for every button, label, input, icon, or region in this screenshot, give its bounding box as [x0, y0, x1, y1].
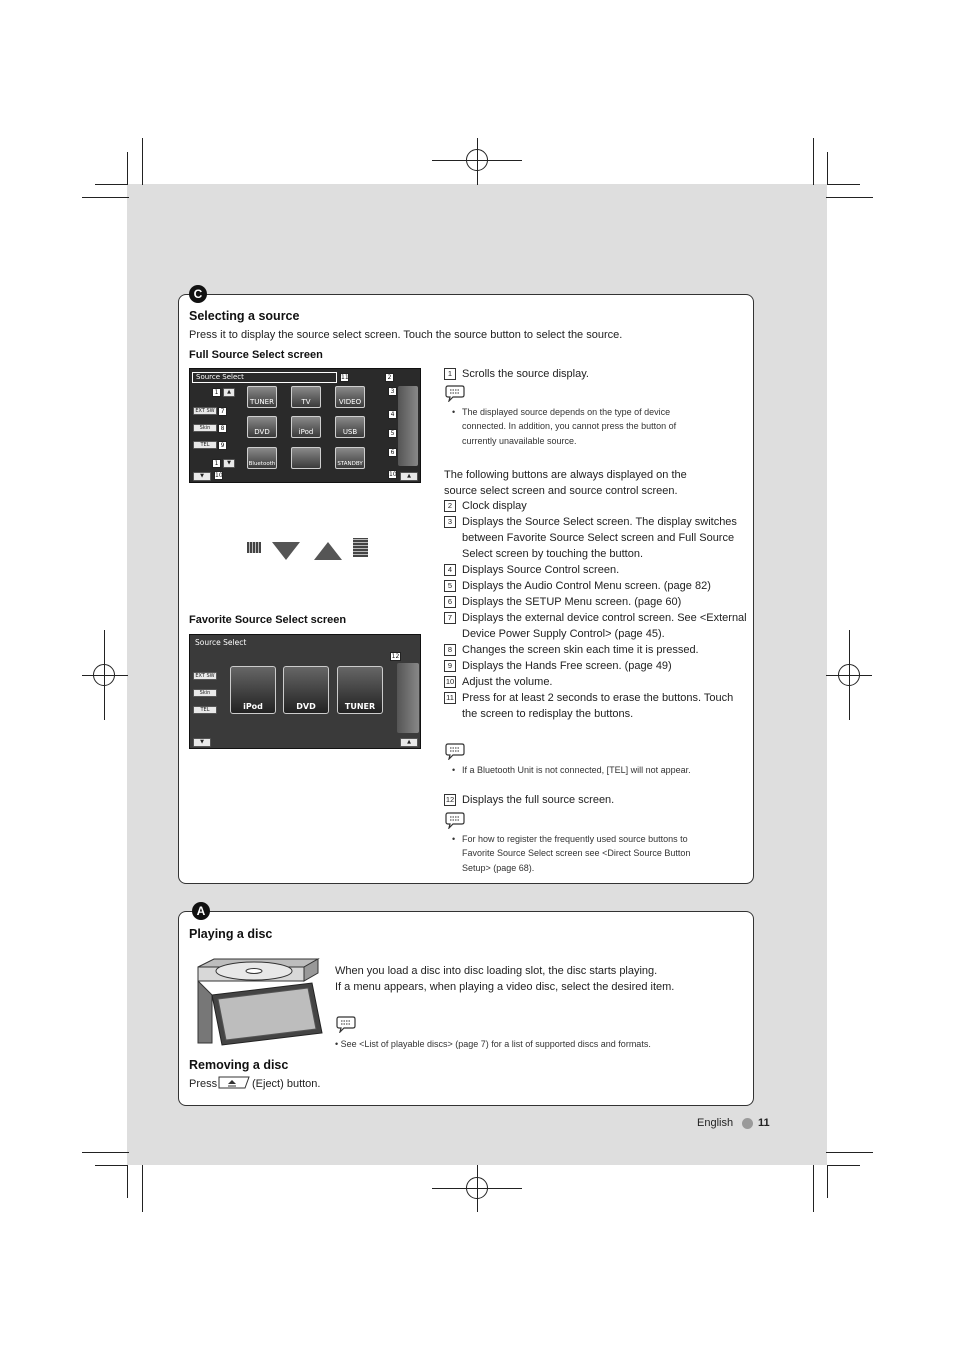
item-text: Displays the Audio Control Menu screen. (page 82) — [462, 580, 711, 592]
item-text: Changes the screen skin each time it is pressed. — [462, 644, 699, 656]
item-number: 6 — [444, 596, 456, 608]
item-text: Press for at least 2 seconds to erase the buttons. Touch the screen to redisplay the buttons. — [462, 692, 734, 720]
note-text: The displayed source depends on the type of device connected. In addition, you cannot press the button of currently unavailable source. — [462, 407, 677, 446]
ipod-button[interactable]: iPod — [291, 416, 321, 438]
tuner-tile[interactable]: TUNER — [337, 666, 383, 714]
volume-down-key[interactable]: ▼ — [193, 472, 211, 481]
always-displayed-intro: The following buttons are always displayed on the source select screen and source control screen. — [444, 469, 687, 497]
tel-key[interactable]: TEL — [193, 441, 217, 449]
eject-icon — [218, 1076, 250, 1089]
bullet: • — [452, 765, 456, 775]
favorite-screen-caption: Favorite Source Select screen — [189, 614, 347, 626]
side-control-strip[interactable] — [397, 663, 419, 733]
section-title: Selecting a source — [189, 309, 300, 323]
callout-4: 4 — [388, 410, 397, 419]
callout-5: 5 — [388, 429, 397, 438]
dvd-button[interactable]: DVD — [247, 416, 277, 438]
list-item — [444, 610, 749, 642]
full-source-select-screen — [189, 368, 421, 483]
ext-sw-key[interactable]: EXT SW — [193, 407, 217, 415]
item-number: 3 — [444, 516, 456, 528]
volume-down-key[interactable]: ▼ — [193, 738, 211, 747]
callout-9: 9 — [218, 441, 227, 450]
item-text: Adjust the volume. — [462, 676, 553, 688]
note-icon — [444, 384, 466, 402]
note-text: For how to register the frequently used source buttons to Favorite Source Select screen see <Direct Source Button Setup> (page 68). — [462, 834, 691, 873]
list-item — [444, 642, 749, 658]
scroll-down-icon[interactable]: ▼ — [223, 459, 235, 468]
item-number: 2 — [444, 500, 456, 512]
skin-key[interactable]: Skin — [193, 689, 217, 697]
dvd-tile[interactable]: DVD — [283, 666, 329, 714]
callout-10b: 10 — [389, 471, 397, 478]
list-item — [444, 514, 749, 562]
list-item: 12 Displays the full source screen. — [445, 794, 615, 806]
scroll-up-icon[interactable]: ▲ — [223, 388, 235, 397]
bluetooth-button[interactable]: Bluetooth — [247, 447, 277, 469]
item-number: 8 — [444, 644, 456, 656]
ext-sw-key[interactable]: EXT SW — [193, 672, 217, 680]
callout-1b: 1 — [212, 459, 221, 468]
callout-8: 8 — [218, 424, 227, 433]
ipod-tile[interactable]: iPod — [230, 666, 276, 714]
scroll-arrows-illustration — [244, 536, 374, 566]
list-item — [444, 498, 749, 514]
item-number: 7 — [444, 612, 456, 624]
item-number: 10 — [445, 677, 455, 686]
standby-button[interactable]: STANDBY — [335, 447, 365, 469]
disc-unit-illustration — [194, 955, 326, 1047]
source-list-icon — [247, 542, 261, 553]
item-text: Clock display — [462, 500, 527, 512]
press-label: Press — [189, 1078, 218, 1090]
side-control-strip[interactable] — [398, 386, 418, 466]
callout-10: 10 — [215, 472, 223, 479]
section-intro: Press it to display the source select screen. Touch the source button to select the source. — [189, 329, 623, 341]
usb-button[interactable]: USB — [335, 416, 365, 438]
list-item — [444, 674, 749, 690]
volume-up-key[interactable]: ▲ — [400, 472, 418, 481]
item-text: Displays Source Control screen. — [462, 564, 620, 576]
note-text: If a Bluetooth Unit is not connected, [TEL] will not appear. — [462, 765, 691, 775]
list-item — [444, 578, 749, 594]
volume-up-key[interactable]: ▲ — [400, 738, 418, 747]
footer-language: English — [697, 1117, 734, 1129]
bullet: • — [452, 834, 456, 844]
list-item — [444, 562, 749, 578]
note-icon — [335, 1015, 357, 1033]
footer-dot — [742, 1118, 753, 1129]
item-number: 5 — [444, 580, 456, 592]
item-text: Displays the external device control screen. See <External Device Power Supply Control> (page 45). — [462, 612, 747, 640]
list-item: 1 Scrolls the source display. — [444, 366, 749, 382]
callout-1: 1 — [212, 388, 221, 397]
item-number: 9 — [444, 660, 456, 672]
callout-12: 12 — [391, 653, 400, 660]
scroll-down-icon — [271, 541, 301, 561]
section-badge-c: C — [189, 285, 207, 303]
tv-button[interactable]: TV — [291, 386, 321, 408]
source-grid-icon — [353, 538, 368, 557]
eject-label: (Eject) button. — [252, 1078, 321, 1090]
item-text: Displays the Source Select screen. The display switches between Favorite Source Select screen and Full Source Select screen by touching the button. — [462, 516, 737, 560]
callout-2: 2 — [385, 373, 394, 382]
note-icon — [444, 742, 466, 760]
callout-7: 7 — [218, 407, 227, 416]
section-badge-a: A — [192, 902, 210, 920]
screen-header: Source Select — [195, 638, 247, 647]
item-number: 4 — [444, 564, 456, 576]
scroll-up-icon — [313, 541, 343, 561]
playable-discs-note: • See <List of playable discs> (page 7) for a list of supported discs and formats. — [335, 1039, 651, 1049]
callout-6: 6 — [388, 448, 397, 457]
favorite-source-select-screen — [189, 634, 421, 749]
tuner-button[interactable]: TUNER — [247, 386, 277, 408]
screen-header: Source Select — [192, 372, 337, 383]
playing-disc-title: Playing a disc — [189, 927, 273, 941]
callout-3: 3 — [388, 387, 397, 396]
bullet: • — [452, 407, 456, 417]
list-item — [444, 690, 749, 722]
list-item — [444, 658, 749, 674]
removing-disc-title: Removing a disc — [189, 1058, 289, 1072]
full-screen-caption: Full Source Select screen — [189, 349, 323, 361]
item-number: 11 — [444, 692, 456, 704]
list-item — [444, 594, 749, 610]
item-text: Displays the SETUP Menu screen. (page 60) — [462, 596, 682, 608]
note-icon — [444, 811, 466, 829]
video-button[interactable]: VIDEO — [335, 386, 365, 408]
skin-key[interactable]: Skin — [193, 424, 217, 432]
tel-key[interactable]: TEL — [193, 706, 217, 714]
button-list — [444, 498, 749, 722]
callout-11: 11 — [341, 374, 349, 381]
playing-disc-text: When you load a disc into disc loading slot, the disc starts playing. If a menu appears, when playing a video disc, select the desired item. — [335, 965, 675, 993]
item-text: Displays the Hands Free screen. (page 49) — [462, 660, 672, 672]
empty-source-button[interactable] — [291, 447, 321, 469]
page-number: 11 — [758, 1117, 770, 1129]
